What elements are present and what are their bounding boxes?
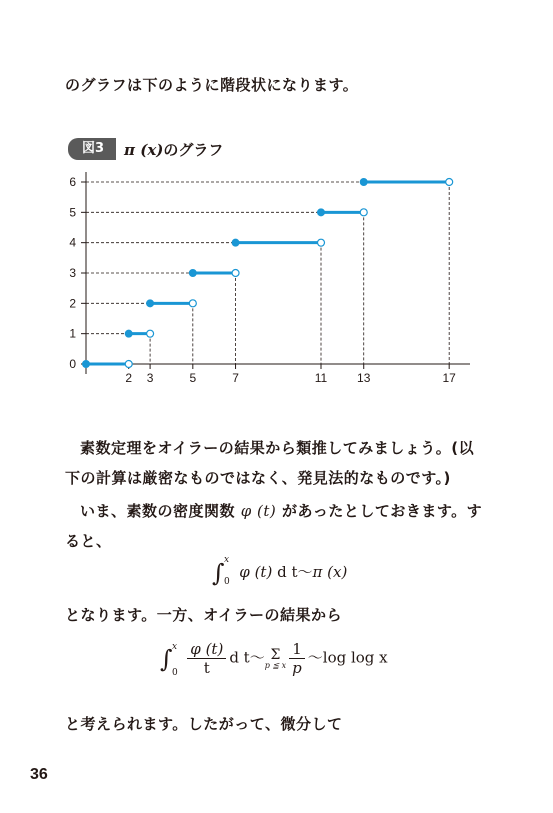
figure-title-func: π (x)	[124, 140, 164, 159]
x-tick-label: 2	[125, 371, 133, 385]
step-start-point	[189, 270, 196, 277]
formula-2-sum-sign: Σ	[270, 646, 281, 663]
x-tick-label: 3	[146, 371, 154, 385]
formula-2-num: φ (t)	[187, 640, 226, 659]
paragraph-3: となります。一方、オイラーの結果から	[65, 606, 343, 624]
step-start-point	[125, 330, 132, 337]
prime-counting-step-chart	[55, 168, 485, 388]
step-end-point	[232, 270, 239, 277]
page-number: 36	[30, 766, 48, 783]
formula-1-lower: 0	[224, 577, 230, 587]
step-start-point	[318, 209, 325, 216]
paragraph-2-line-2: ると、	[65, 532, 112, 550]
paragraph-2-math: φ (t)	[240, 502, 277, 520]
formula-2-dt: d t	[229, 648, 250, 667]
y-tick-label: 2	[69, 296, 76, 311]
formula-2-sum-sub: p ≦ x	[264, 660, 287, 670]
x-tick-label: 5	[189, 371, 197, 385]
paragraph-1-line-2: 下の計算は厳密なものではなく、発見法的なものです。)	[65, 469, 451, 487]
formula-2-sum	[265, 648, 286, 670]
formula-2-upper: x	[172, 642, 178, 652]
y-tick-label: 5	[69, 205, 76, 220]
formula-2-num2: 1	[289, 640, 305, 659]
y-tick-label: 6	[69, 175, 76, 189]
intro-text: のグラフは下のように階段状になります。	[65, 76, 359, 94]
paragraph-2-text-a: いま、素数の密度関数	[80, 502, 241, 520]
formula-2-tilde-1: 〜	[249, 648, 265, 667]
paragraph-4: と考えられます。したがって、微分して	[65, 715, 343, 733]
formula-1-rhs: π (x)	[312, 563, 348, 581]
formula-2-fraction-1	[187, 640, 226, 677]
formula-2-tilde-2: 〜	[307, 648, 323, 667]
step-end-point	[318, 239, 325, 246]
formula-2-rhs: log log x	[322, 648, 388, 667]
formula-2-fraction-2	[289, 640, 305, 677]
figure-title-suffix: のグラフ	[163, 140, 224, 159]
figure-badge: 図3	[68, 138, 116, 160]
paragraph-2-line-1	[80, 500, 482, 521]
step-end-point	[446, 179, 453, 186]
formula-1-integrand: φ (t)	[239, 563, 273, 581]
y-tick-label: 4	[69, 235, 76, 250]
y-tick-label: 1	[69, 326, 76, 341]
figure-title	[124, 139, 223, 160]
paragraph-2-text-b: があったとしておきます。す	[276, 502, 483, 520]
step-start-point	[83, 361, 90, 368]
formula-2-den2: p	[292, 659, 302, 677]
formula-2: ∫ x 0 $\frac{\varphi (t)}{t}$ d t〜 Σ p ≦ x $\frac{1}{p}$ 〜log log x	[160, 640, 388, 678]
step-start-point	[360, 179, 367, 186]
formula-1-dt: d t	[277, 563, 298, 581]
x-tick-label: 17	[442, 371, 456, 385]
step-end-point	[147, 330, 154, 337]
formula-1-upper: x	[224, 555, 230, 565]
formula-1: ∫ x 0 φ (t) d t〜π (x)	[212, 555, 348, 587]
step-start-point	[232, 239, 239, 246]
x-tick-label: 7	[232, 371, 239, 385]
formula-2-den: t	[203, 659, 210, 677]
formula-1-tilde: 〜	[297, 563, 313, 581]
paragraph-1-line-1: 素数定理をオイラーの結果から類推してみましょう。(以	[80, 439, 475, 457]
step-end-point	[125, 361, 132, 368]
step-end-point	[189, 300, 196, 307]
x-tick-label: 13	[357, 371, 371, 385]
y-tick-label: 3	[69, 266, 76, 280]
formula-2-lower: 0	[172, 668, 178, 678]
step-end-point	[360, 209, 367, 216]
step-start-point	[147, 300, 154, 307]
y-tick-label: 0	[69, 357, 76, 371]
x-tick-label: 11	[314, 371, 328, 385]
figure-heading	[68, 138, 223, 160]
